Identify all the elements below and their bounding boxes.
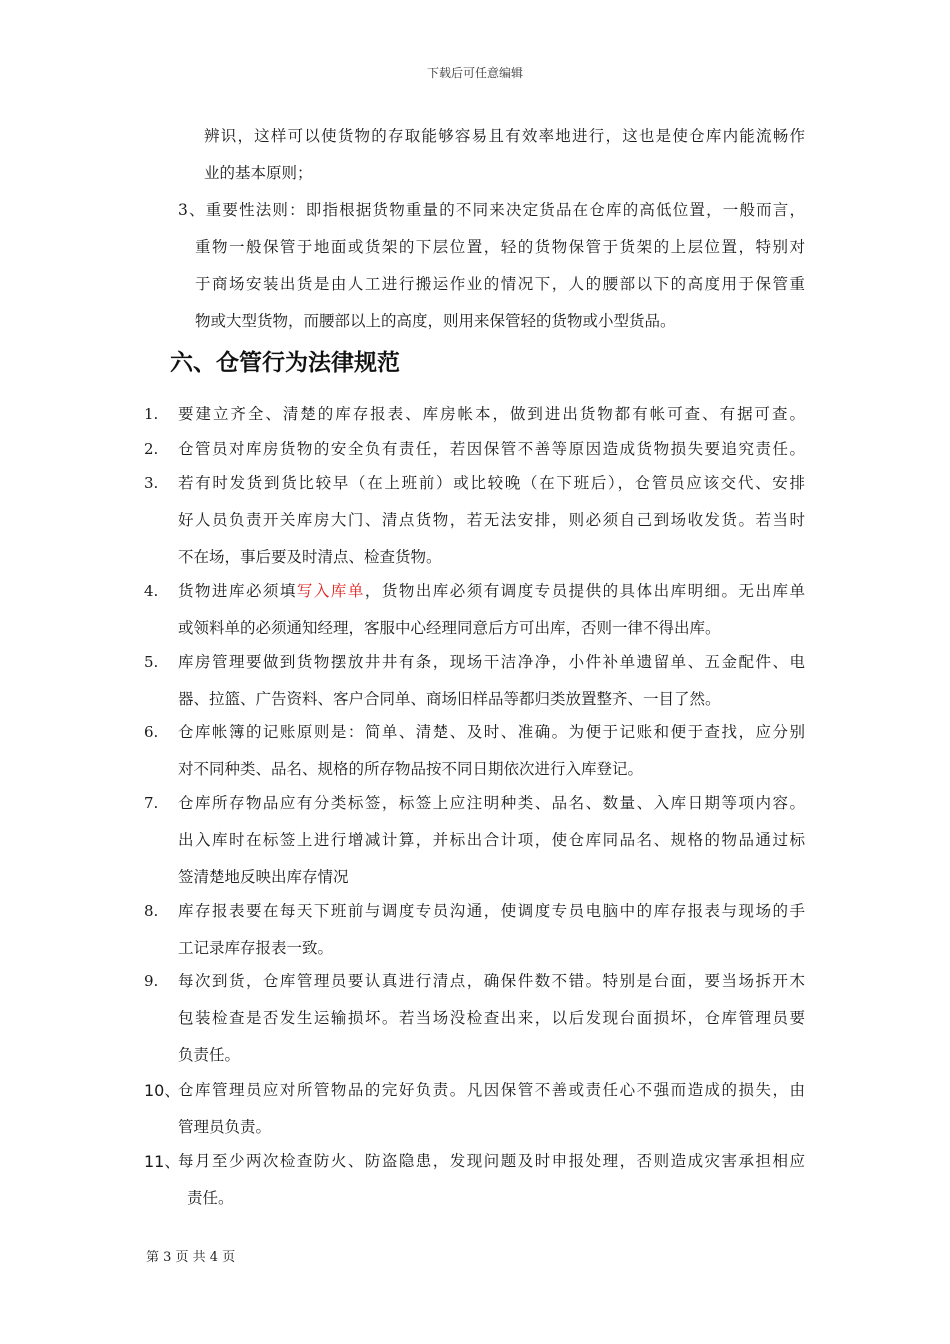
item-number: 3. <box>144 474 159 492</box>
text-line: 每月至少两次检查防火、防盗隐患，发现问题及时申报处理，否则造成灾害承担相应 <box>178 1152 805 1170</box>
item-number: 10、 <box>144 1081 181 1100</box>
text-line: 库房管理要做到货物摆放井井有条，现场干洁净净，小件补单遗留单、五金配件、电 <box>178 653 805 671</box>
item-text <box>178 573 805 647</box>
item-number: 8. <box>144 902 159 920</box>
item-text <box>178 1072 805 1146</box>
text-line: 仓库帐簿的记账原则是：简单、清楚、及时、准确。为便于记账和便于查找，应分别 <box>178 723 805 741</box>
item-number: 4. <box>144 582 159 600</box>
item-text <box>178 893 805 967</box>
item-number: 5. <box>144 653 159 671</box>
item-text <box>178 1143 805 1217</box>
text-line: 辨识，这样可以使货物的存取能够容易且有效率地进行，这也是使仓库内能流畅作 <box>204 127 805 145</box>
text-line: 签清楚地反映出库存情况 <box>178 868 349 886</box>
inbound-form-highlight: 写入库单 <box>296 582 365 600</box>
item-number: 11、 <box>144 1152 181 1171</box>
text-line: 工记录库存报表一致。 <box>178 939 334 957</box>
text-line: 仓管员对库房货物的安全负有责任，若因保管不善等原因造成货物损失要追究责任。 <box>178 440 805 458</box>
intro-continuation <box>204 118 805 192</box>
text-line: 仓库管理员应对所管物品的完好负责。凡因保管不善或责任心不强而造成的损失，由 <box>178 1081 805 1099</box>
item-text <box>178 714 805 788</box>
text-line: 若有时发货到货比较早（在上班前）或比较晚（在下班后），仓管员应该交代、安排 <box>178 474 805 492</box>
importance-rule-rest <box>195 229 805 340</box>
text-line: 负责任。 <box>178 1046 241 1064</box>
page-header: 下载后可任意编辑 <box>426 66 523 80</box>
text-line: 对不同种类、品名、规格的所存物品按不同日期依次进行入库登记。 <box>178 760 644 778</box>
importance-rule-first <box>178 192 805 229</box>
item-text <box>178 963 805 1074</box>
text-line: 不在场，事后要及时清点、检查货物。 <box>178 548 442 566</box>
text-line: 物或大型货物，而腰部以上的高度，则用来保管轻的货物或小型货品。 <box>195 312 676 330</box>
page-footer: 第 3 页 共 4 页 <box>146 1250 236 1265</box>
item-number: 7. <box>144 794 159 812</box>
text-line: 包装检查是否发生运输损坏。若当场没检查出来，以后发现台面损坏，仓库管理员要 <box>178 1009 805 1027</box>
item-number: 1. <box>144 405 159 423</box>
text-line: 重物一般保管于地面或货架的下层位置，轻的货物保管于货架的上层位置，特别对 <box>195 238 805 256</box>
text-line: 每次到货，仓库管理员要认真进行清点，确保件数不错。特别是台面，要当场拆开木 <box>178 972 805 990</box>
text-line: 业的基本原则； <box>204 164 313 182</box>
text-line: 库存报表要在每天下班前与调度专员沟通，使调度专员电脑中的库存报表与现场的手 <box>178 902 805 920</box>
item-number: 2. <box>144 440 159 458</box>
item-number: 9. <box>144 972 159 990</box>
text-line: 责任。 <box>187 1189 234 1207</box>
text-line: 器、拉篮、广告资料、客户合同单、商场旧样品等都归类放置整齐、一目了然。 <box>178 690 721 708</box>
text-line: 仓库所存物品应有分类标签，标签上应注明种类、品名、数量、入库日期等项内容。 <box>178 794 805 812</box>
item-text <box>178 644 805 718</box>
section-heading: 六、仓管行为法律规范 <box>170 350 400 376</box>
text-line: 3、重要性法则：即指根据货物重量的不同来决定货品在仓库的高低位置，一般而言， <box>178 201 805 219</box>
text-line: 出入库时在标签上进行增减计算，并标出合计项，使仓库同品名、规格的物品通过标 <box>178 831 805 849</box>
text-line: 管理员负责。 <box>178 1118 272 1136</box>
item-number: 6. <box>144 723 159 741</box>
text-run: 货物进库必须填 <box>178 582 297 600</box>
text-run: ，货物出库必须有调度专员提供的具体出库明细。无出库单 <box>364 582 805 600</box>
text-line: 要建立齐全、清楚的库存报表、库房帐本，做到进出货物都有帐可查、有据可查。 <box>178 405 805 423</box>
text-line <box>178 573 805 610</box>
text-line: 或领料单的必须通知经理，客服中心经理同意后方可出库，否则一律不得出库。 <box>178 619 721 637</box>
item-text <box>178 465 805 576</box>
text-line: 于商场安装出货是由人工进行搬运作业的情况下，人的腰部以下的高度用于保管重 <box>195 275 805 293</box>
item-text <box>178 396 805 433</box>
text-line: 好人员负责开关库房大门、清点货物，若无法安排，则必须自己到场收发货。若当时 <box>178 511 805 529</box>
item-text <box>178 785 805 896</box>
item-text <box>178 431 805 468</box>
